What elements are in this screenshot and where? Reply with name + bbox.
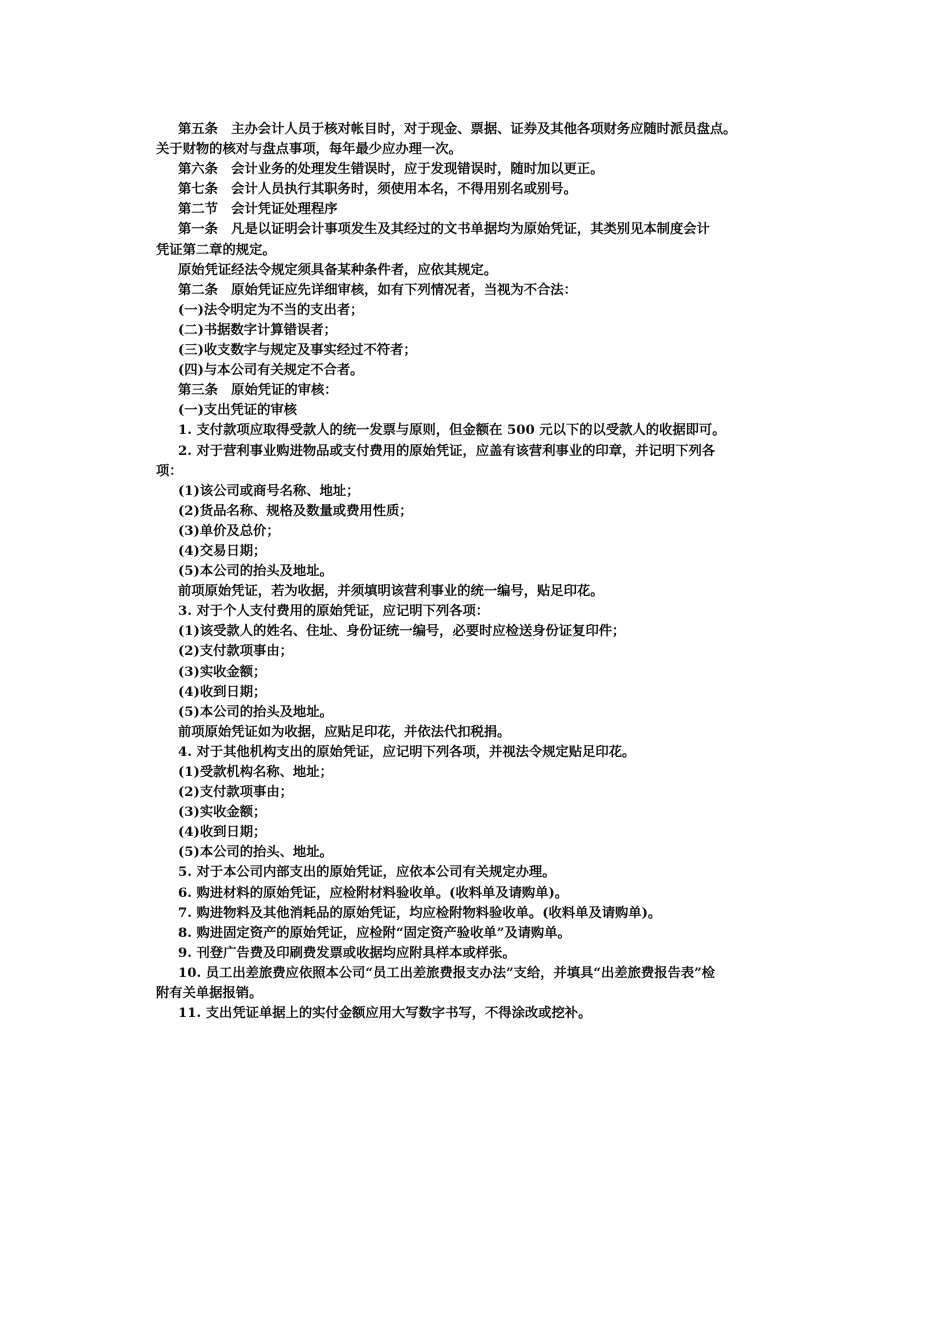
text-line: 第二节 会计凭证处理程序	[178, 202, 338, 218]
text-line: (5)本公司的抬头及地址。	[178, 564, 333, 580]
text-line: (2)支付款项事由；	[178, 644, 293, 660]
text-line: 附有关单据报销。	[156, 986, 263, 1002]
text-line: 1. 支付款项应取得受款人的统一发票与原则，但金额在 500 元以下的以受款人的收据即可。	[178, 423, 726, 439]
text-line: 第五条 主办会计人员于核对帐目时，对于现金、票据、证券及其他各项财务应随时派员盘点。	[178, 122, 737, 137]
text-line: (4)收到日期；	[178, 684, 267, 700]
text-line: 原始凭证经法令规定须具备某种条件者，应依其规定。	[178, 262, 498, 278]
text-line: 8. 购进固定资产的原始凭证，应检附“固定资产验收单”及请购单。	[178, 925, 571, 941]
text-line: (三)收支数字与规定及事实经过不符者；	[178, 343, 417, 359]
document-body	[156, 120, 796, 1024]
text-line: (一)法令明定为不当的支出者；	[178, 302, 364, 318]
text-line: 前项原始凭证，若为收据，并须填明该营利事业的统一编号，贴足印花。	[178, 584, 604, 600]
text-line: 2. 对于营利事业购进物品或支付费用的原始凭证，应盖有该营利事业的印章，并记明下列各	[178, 443, 716, 459]
text-line: 7. 购进物料及其他消耗品的原始凭证，均应检附物料验收单。(收料单及请购单)。	[178, 905, 662, 921]
text-line: 第三条 原始凭证的审核：	[178, 383, 338, 399]
text-line: 第六条 会计业务的处理发生错误时，应于发现错误时，随时加以更正。	[178, 162, 604, 178]
text-line: (4)收到日期；	[178, 825, 267, 841]
text-line: (5)本公司的抬头及地址。	[178, 704, 333, 720]
text-line: 项：	[156, 463, 183, 479]
text-line: 3. 对于个人支付费用的原始凭证，应记明下列各项：	[178, 604, 490, 620]
text-line: (二)书据数字计算错误者；	[178, 322, 337, 338]
text-line: (1)该受款人的姓名、住址、身份证统一编号，必要时应检送身份证复印件；	[178, 624, 626, 640]
text-line: (3)实收金额；	[178, 805, 267, 821]
text-line: (2)支付款项事由；	[178, 785, 293, 801]
text-line: 前项原始凭证如为收据，应贴足印花，并依法代扣税捐。	[178, 724, 511, 740]
text-line: 第二条 原始凭证应先详细审核，如有下列情况者，当视为不合法：	[178, 282, 577, 298]
text-line: (一)支出凭证的审核	[178, 403, 297, 419]
text-line: 5. 对于本公司内部支出的原始凭证，应依本公司有关规定办理。	[178, 865, 556, 881]
text-line: (4)交易日期；	[178, 543, 267, 559]
text-line: 11. 支出凭证单据上的实付金额应用大写数字书写，不得涂改或挖补。	[178, 1006, 592, 1022]
text-line: (1)受款机构名称、地址；	[178, 765, 333, 780]
text-line: (3)实收金额；	[178, 664, 267, 680]
text-line: (5)本公司的抬头、地址。	[178, 845, 333, 861]
text-line: 关于财物的核对与盘点事项，每年最少应办理一次。	[156, 142, 462, 158]
text-line: 10. 员工出差旅费应依照本公司“员工出差旅费报支办法”支给，并填具“出差旅费报告表”检	[178, 965, 716, 981]
text-line: (3)单价及总价；	[178, 523, 280, 539]
text-line: 凭证第二章的规定。	[156, 242, 276, 258]
text-line: 9. 刊登广告费及印刷费发票或收据均应附具样本或样张。	[178, 945, 516, 961]
text-line: (2)货品名称、规格及数量或费用性质；	[178, 503, 413, 519]
text-line: (1)该公司或商号名称、地址；	[178, 483, 360, 499]
text-line: 4. 对于其他机构支出的原始凭证，应记明下列各项，并视法令规定贴足印花。	[178, 744, 636, 760]
text-line: 6. 购进材料的原始凭证，应检附材料验收单。(收料单及请购单)。	[178, 885, 569, 901]
text-line: 第一条 凡是以证明会计事项发生及其经过的文书单据均为原始凭证，其类别见本制度会计	[178, 222, 710, 238]
text-line: 第七条 会计人员执行其职务时，须使用本名，不得用别名或别号。	[178, 182, 577, 198]
text-line: (四)与本公司有关规定不合者。	[178, 363, 364, 379]
